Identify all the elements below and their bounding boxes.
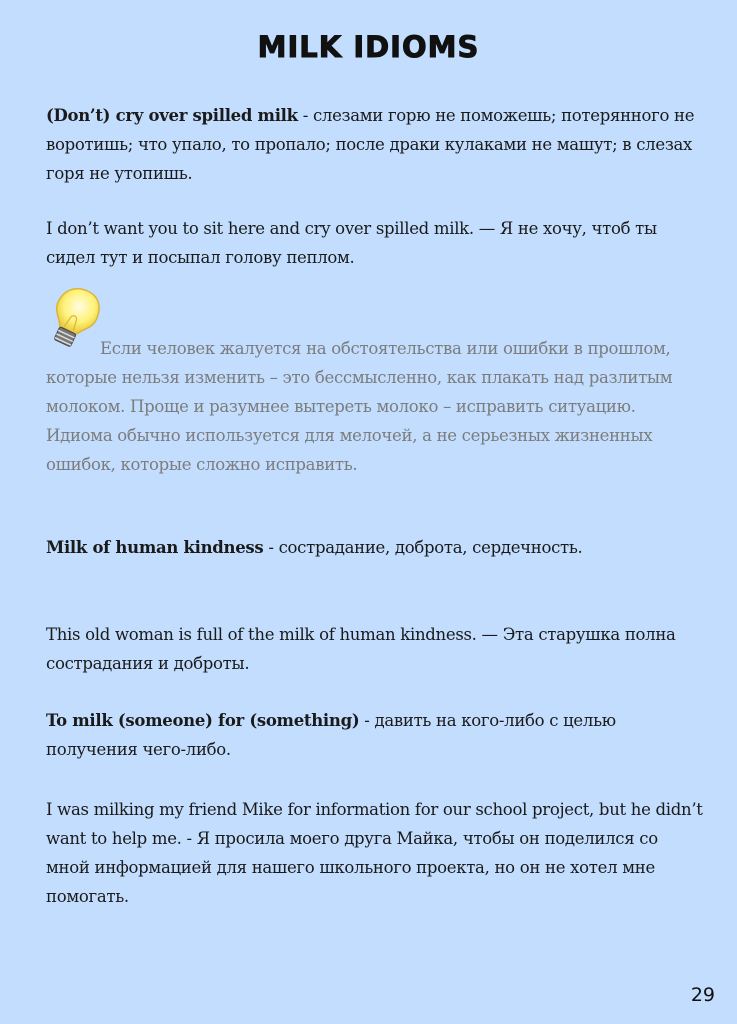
idiom-definition: сострадание, доброта, сердечность. <box>278 538 583 557</box>
idiom-example-3: I was milking my friend Mike for information for our school project, but he didn’t want to help me. - Я просила моего друга Майка, чтобы он поделился со мной информацией для нашего школьного проекта, но он не хотел мне помогать. <box>46 800 703 906</box>
page-title: MILK IDIOMS <box>257 30 480 64</box>
idiom-definition: давить на кого-либо с целью получения чего-либо. <box>46 711 616 759</box>
idiom-example-1: I don’t want you to sit here and cry over spilled milk. — Я не хочу, чтоб ты сидел тут и посыпал голову пеплом. <box>46 219 657 267</box>
idiom-term: To milk (someone) for (something) <box>46 711 360 730</box>
idiom-entry-1 <box>46 101 706 188</box>
idiom-example-2: This old woman is full of the milk of human kindness. — Эта старушка полна сострадания и доброты. <box>46 625 676 673</box>
idiom-term: (Don’t) cry over spilled milk <box>46 106 298 125</box>
separator: - <box>297 106 313 125</box>
tip-text-content: Если человек жалуется на обстоятельства или ошибки в прошлом, которые нельзя изменить – это бессмысленно, как плакать над разлитым молоком. Проще и разумнее вытереть молоко – исправить ситуацию. Идиома обычно используется для мелочей, а не серьезных жизненных ошибок, которые сложно исправить. <box>46 339 673 474</box>
idiom-term: Milk of human kindness <box>46 538 264 557</box>
idiom-entry-2 <box>46 533 706 562</box>
page-number: 29 <box>690 984 715 1006</box>
separator: - <box>359 711 375 730</box>
idiom-entry-3 <box>46 706 706 764</box>
separator: - <box>263 538 279 557</box>
tip-text <box>46 334 706 479</box>
idiom-definition: слезами горю не поможешь; потерянного не воротишь; что упало, то пропало; после драки кулаками не машут; в слезах горя не утопишь. <box>46 106 695 183</box>
